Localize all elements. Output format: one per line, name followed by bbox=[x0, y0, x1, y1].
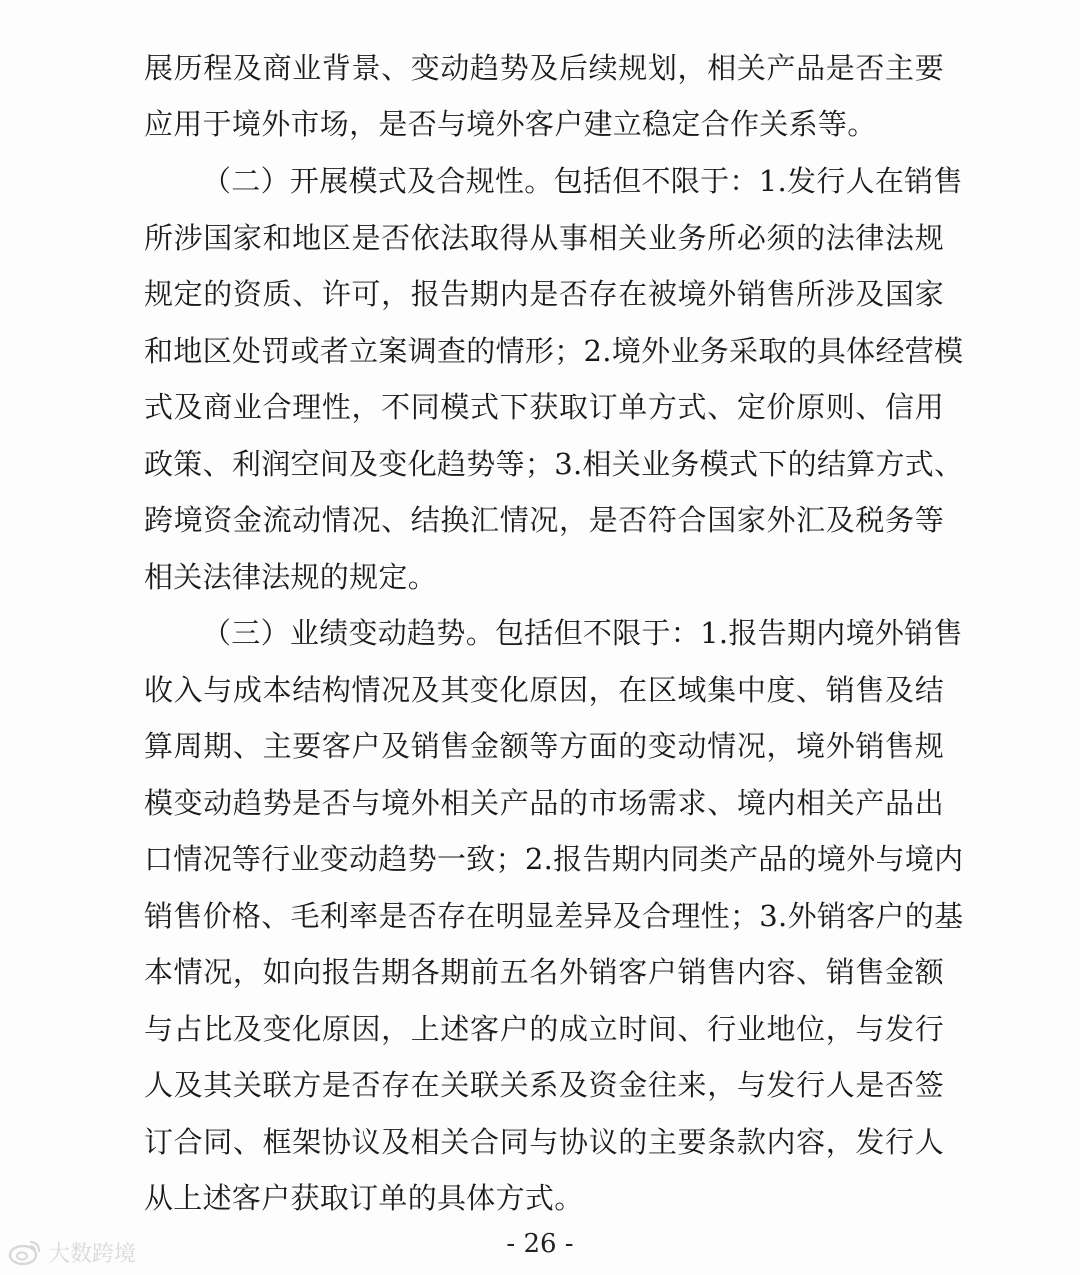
text-line: 应用于境外市场，是否与境外客户建立稳定合作关系等。 bbox=[144, 107, 877, 141]
text-line: 式及商业合理性，不同模式下获取订单方式、定价原则、信用 bbox=[144, 390, 944, 424]
text-line: 收入与成本结构情况及其变化原因，在区域集中度、销售及结 bbox=[144, 673, 944, 707]
text-line: 政策、利润空间及变化趋势等；3.相关业务模式下的结算方式、 bbox=[144, 447, 964, 481]
section-heading-3: （三）业绩变动趋势。包括但不限于：1.报告期内境外销售 bbox=[202, 616, 963, 650]
text-line: 本情况，如向报告期各期前五名外销客户销售内容、销售金额 bbox=[144, 955, 944, 989]
text-line: 算周期、主要客户及销售金额等方面的变动情况，境外销售规 bbox=[144, 729, 944, 763]
text-line: 销售价格、毛利率是否存在明显差异及合理性；3.外销客户的基 bbox=[144, 899, 964, 933]
text-line: 和地区处罚或者立案调查的情形；2.境外业务采取的具体经营模 bbox=[144, 334, 964, 368]
text-line: 与占比及变化原因，上述客户的成立时间、行业地位，与发行 bbox=[144, 1012, 944, 1046]
text-line: 口情况等行业变动趋势一致；2.报告期内同类产品的境外与境内 bbox=[144, 842, 964, 876]
watermark-text: 大数跨境 bbox=[48, 1241, 137, 1267]
text-line: 相关法律法规的规定。 bbox=[144, 560, 438, 594]
text-line: 人及其关联方是否存在关联关系及资金往来，与发行人是否签 bbox=[144, 1068, 944, 1102]
text-line: 订合同、框架协议及相关合同与协议的主要条款内容，发行人 bbox=[144, 1125, 944, 1159]
page-number: - 26 - bbox=[506, 1229, 574, 1259]
section-heading-2: （二）开展模式及合规性。包括但不限于：1.发行人在销售 bbox=[202, 164, 963, 198]
text-line: 跨境资金流动情况、结换汇情况，是否符合国家外汇及税务等 bbox=[144, 503, 944, 537]
text-line: 规定的资质、许可，报告期内是否存在被境外销售所涉及国家 bbox=[144, 277, 944, 311]
watermark bbox=[8, 1236, 136, 1268]
weibo-logo-icon bbox=[8, 1238, 42, 1266]
text-line: 模变动趋势是否与境外相关产品的市场需求、境内相关产品出 bbox=[144, 786, 944, 820]
text-line: 从上述客户获取订单的具体方式。 bbox=[144, 1181, 584, 1215]
text-line: 所涉国家和地区是否依法取得从事相关业务所必须的法律法规 bbox=[144, 221, 944, 255]
text-line: 展历程及商业背景、变动趋势及后续规划，相关产品是否主要 bbox=[144, 51, 944, 85]
